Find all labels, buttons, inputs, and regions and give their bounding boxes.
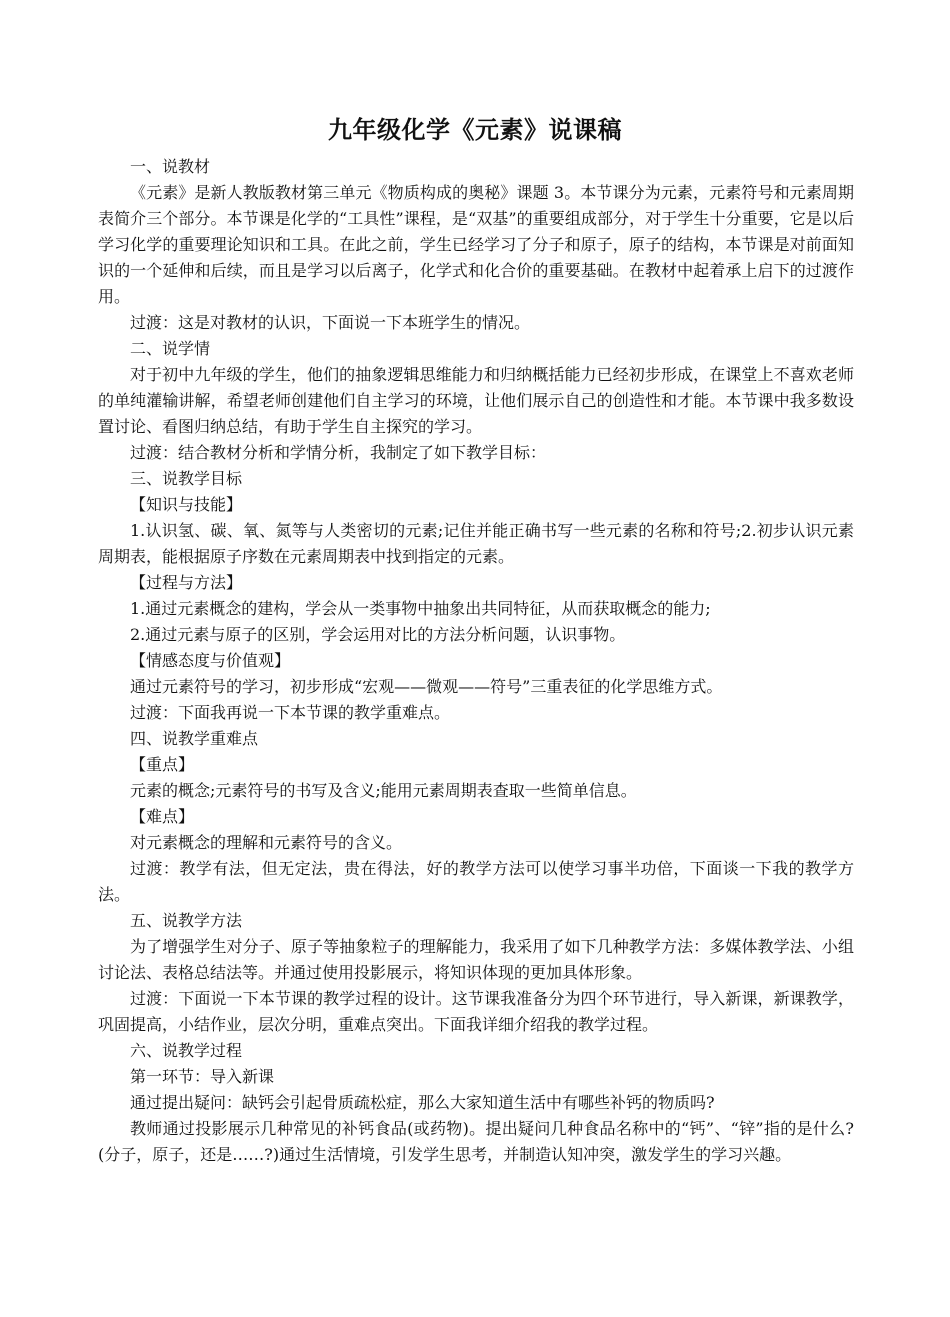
paragraph: 过渡：这是对教材的认识，下面说一下本班学生的情况。 (130, 313, 531, 332)
paragraph: 《元素》是新人教版教材第三单元《物质构成的奥秘》课题 3。本节课分为元素，元素符号和元素周期表简介三个部分。本节课是化学的“工具性”课程，是“双基”的重要组成部分，对于学生十分重要，它是以后学习化学的重要理论知识和工具。在此之前，学生已经学习了分子和原子，原子的结构，本节课是对前面知识的一个延伸和后续，而且是学习以后离子，化学式和化合价的重要基础。在教材中起着承上启下的过渡作用。 (98, 183, 854, 306)
paragraph: 过渡：下面我再说一下本节课的教学重难点。 (130, 703, 451, 722)
paragraph: 第一环节：导入新课 (130, 1067, 275, 1086)
paragraph: 四、说教学重难点 (130, 729, 259, 748)
paragraph: 教师通过投影展示几种常见的补钙食品(或药物)。提出疑问几种食品名称中的“钙”、“锌”指的是什么?(分子，原子，还是……?)通过生活情境，引发学生思考，并制造认知冲突，激发学生的学习兴趣。 (98, 1119, 854, 1164)
paragraph: 六、说教学过程 (130, 1041, 243, 1060)
paragraph: 通过元素符号的学习，初步形成“宏观——微观——符号”三重表征的化学思维方式。 (130, 677, 723, 696)
paragraph: 1.认识氢、碳、氧、氮等与人类密切的元素;记住并能正确书写一些元素的名称和符号;2.初步认识元素周期表，能根据原子序数在元素周期表中找到指定的元素。 (98, 521, 854, 566)
paragraph: 对元素概念的理解和元素符号的含义。 (130, 833, 403, 852)
paragraph: 1.通过元素概念的建构，学会从一类事物中抽象出共同特征，从而获取概念的能力; (130, 599, 711, 618)
paragraph: 五、说教学方法 (130, 911, 243, 930)
paragraph: 过渡：结合教材分析和学情分析，我制定了如下教学目标： (130, 443, 547, 462)
paragraph: 【重点】 (130, 755, 195, 774)
paragraph: 过渡：下面说一下本节课的教学过程的设计。这节课我准备分为四个环节进行，导入新课，新课教学，巩固提高，小结作业，层次分明，重难点突出。下面我详细介绍我的教学过程。 (98, 989, 854, 1034)
paragraph: 对于初中九年级的学生，他们的抽象逻辑思维能力和归纳概括能力已经初步形成，在课堂上不喜欢老师的单纯灌输讲解，希望老师创建他们自主学习的环境，让他们展示自己的创造性和才能。本节课中我多数设置讨论、看图归纳总结，有助于学生自主探究的学习。 (98, 365, 854, 436)
paragraph: 【情感态度与价值观】 (130, 651, 291, 670)
paragraph: 元素的概念;元素符号的书写及含义;能用元素周期表查取一些简单信息。 (130, 781, 637, 800)
paragraph: 【知识与技能】 (130, 495, 243, 514)
paragraph: 通过提出疑问：缺钙会引起骨质疏松症，那么大家知道生活中有哪些补钙的物质吗? (130, 1093, 715, 1112)
document-title: 九年级化学《元素》说课稿 (328, 115, 622, 144)
paragraph: 【难点】 (130, 807, 195, 826)
paragraph: 二、说学情 (130, 339, 211, 358)
paragraph: 三、说教学目标 (130, 469, 243, 488)
paragraph: 一、说教材 (130, 157, 211, 176)
paragraph: 为了增强学生对分子、原子等抽象粒子的理解能力，我采用了如下几种教学方法：多媒体教学法、小组讨论法、表格总结法等。并通过使用投影展示，将知识体现的更加具体形象。 (98, 937, 854, 982)
paragraph: 过渡：教学有法，但无定法，贵在得法，好的教学方法可以使学习事半功倍，下面谈一下我的教学方法。 (98, 859, 854, 904)
paragraph: 2.通过元素与原子的区别，学会运用对比的方法分析问题，认识事物。 (130, 625, 626, 644)
paragraph: 【过程与方法】 (130, 573, 243, 592)
document-body (98, 154, 854, 1168)
